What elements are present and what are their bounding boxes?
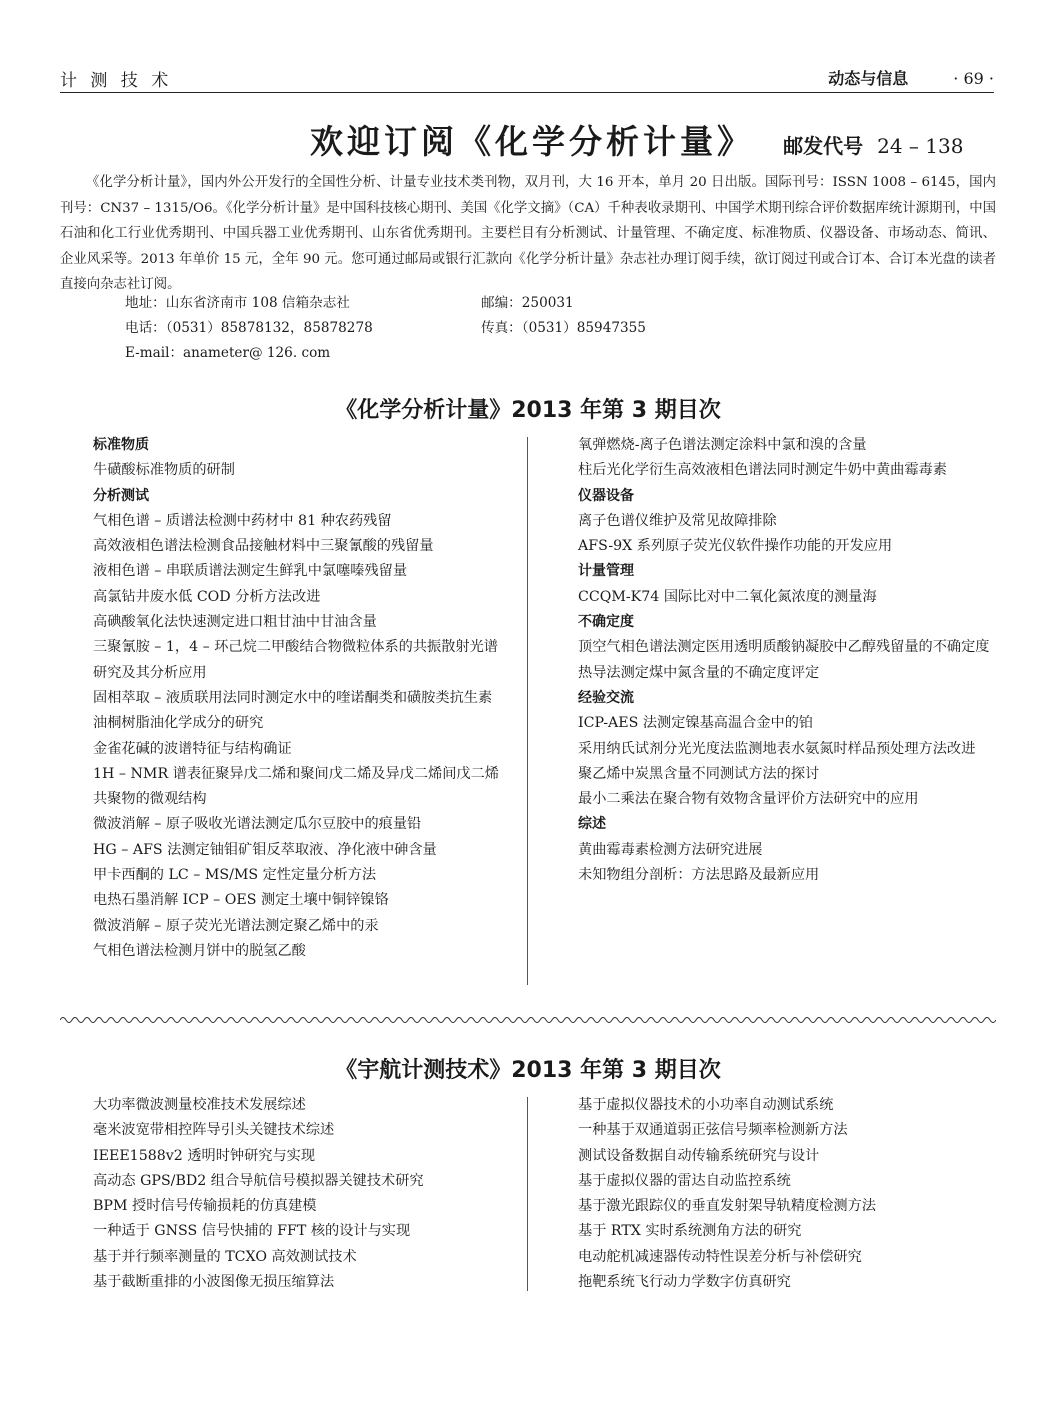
toc-entry: 一种基于双通道弱正弦信号频率检测新方法 — [578, 1122, 848, 1139]
toc-category: 标准物质 — [93, 437, 149, 453]
toc-entry: 微波消解 – 原子吸收光谱法测定瓜尔豆胶中的痕量铅 — [93, 816, 422, 833]
header-right — [828, 66, 994, 89]
toc1-left-column — [93, 433, 511, 964]
phone: 电话：（0531）85878132，85878278 — [125, 320, 373, 336]
toc-entry: BPM 授时信号传输损耗的仿真建模 — [93, 1198, 317, 1215]
toc-entry: 顶空气相色谱法测定医用透明质酸钠凝胶中乙醇残留量的不确定度 — [578, 639, 990, 656]
toc-entry: 三聚氰胺 – 1，4 – 环己烷二甲酸结合物微粒体系的共振散射光谱研究及其分析应用 — [93, 639, 498, 681]
toc-entry: 金雀花碱的波谱特征与结构确证 — [93, 740, 292, 757]
toc-entry: 电动舵机减速器传动特性误差分析与补偿研究 — [578, 1248, 862, 1265]
section-name: 动态与信息 — [828, 69, 909, 88]
toc-entry: 最小二乘法在聚合物有效物含量评价方法研究中的应用 — [578, 791, 919, 808]
contact-info — [125, 291, 646, 366]
toc1-title: 《化学分析计量》2013 年第 3 期目次 — [335, 398, 721, 423]
toc-entry: 基于并行频率测量的 TCXO 高效测试技术 — [93, 1248, 357, 1265]
postal-code: 24 – 138 — [877, 134, 964, 158]
toc-entry: 基于虚拟仪器技术的小功率自动测试系统 — [578, 1097, 834, 1113]
toc-entry: 油桐树脂油化学成分的研究 — [93, 715, 264, 732]
toc-category: 计量管理 — [578, 563, 634, 580]
running-header — [60, 66, 994, 93]
toc-entry: 高氯钻井废水低 COD 分析方法改进 — [93, 588, 321, 605]
toc-entry: 基于虚拟仪器的雷达自动监控系统 — [578, 1172, 791, 1189]
toc-entry: 拖靶系统飞行动力学数字仿真研究 — [578, 1274, 791, 1291]
email: E-mail：anameter@ 126. com — [125, 345, 331, 361]
toc-entry: 基于激光跟踪仪的垂直发射架导轨精度检测方法 — [578, 1198, 876, 1215]
toc-entry: 离子色谱仪维护及常见故障排除 — [578, 512, 777, 529]
toc-entry: 毫米波宽带相控阵导引头关键技术综述 — [93, 1122, 335, 1139]
toc-entry: 热导法测定煤中氮含量的不确定度评定 — [578, 664, 820, 681]
toc-entry: 电热石墨消解 ICP – OES 测定土壤中铜锌镍铬 — [93, 892, 389, 909]
toc-entry: HG – AFS 法测定铀钼矿钼反萃取液、净化液中砷含量 — [93, 841, 437, 858]
toc-entry: 液相色谱 – 串联质谱法测定生鲜乳中氯噻嗪残留量 — [93, 563, 408, 580]
toc-entry: 高动态 GPS/BD2 组合导航信号模拟器关键技术研究 — [93, 1172, 424, 1189]
toc-entry: 一种适于 GNSS 信号快捕的 FFT 核的设计与实现 — [93, 1223, 411, 1240]
toc-entry: ICP-AES 法测定镍基高温合金中的铂 — [578, 715, 814, 732]
subscription-title-row — [310, 116, 963, 163]
toc-entry: AFS-9X 系列原子荧光仪软件操作功能的开发应用 — [578, 538, 893, 555]
zipcode: 邮编：250031 — [481, 295, 574, 311]
toc2-title: 《宇航计测技术》2013 年第 3 期目次 — [335, 1058, 721, 1083]
toc-entry: 基于 RTX 实时系统测角方法的研究 — [578, 1223, 802, 1240]
toc2-divider — [527, 1097, 528, 1291]
toc-entry: 氧弹燃烧-离子色谱法测定涂料中氯和溴的含量 — [578, 437, 867, 453]
journal-name: 计 测 技 术 — [60, 71, 173, 91]
postal-code-block — [783, 134, 963, 158]
toc-entry: 固相萃取 – 液质联用法同时测定水中的喹诺酮类和磺胺类抗生素 — [93, 689, 493, 706]
toc-category: 分析测试 — [93, 487, 149, 504]
toc-entry: 大功率微波测量校准技术发展综述 — [93, 1097, 306, 1113]
toc1-right-column — [578, 433, 996, 888]
toc-entry: 气相色谱 – 质谱法检测中药材中 81 种农药残留 — [93, 512, 392, 529]
subscription-title: 欢迎订阅《化学分析计量》 — [310, 122, 754, 161]
toc1-divider — [527, 437, 528, 985]
fax: 传真：（0531）85947355 — [481, 320, 646, 336]
toc-category: 不确定度 — [578, 614, 634, 631]
toc2-left-column — [93, 1093, 511, 1295]
toc-entry: 柱后光化学衍生高效液相色谱法同时测定牛奶中黄曲霉毒素 — [578, 462, 947, 479]
toc-entry: 气相色谱法检测月饼中的脱氢乙酸 — [93, 942, 306, 959]
toc-entry: 高碘酸氧化法快速测定进口粗甘油中甘油含量 — [93, 614, 377, 631]
toc-entry: 基于截断重排的小波图像无损压缩算法 — [93, 1274, 335, 1291]
postal-label: 邮发代号 — [783, 134, 864, 158]
toc-entry: 采用纳氏试剂分光光度法监测地表水氨氮时样品预处理方法改进 — [578, 740, 976, 757]
toc-entry: 牛磺酸标准物质的研制 — [93, 462, 235, 479]
toc-entry: 聚乙烯中炭黑含量不同测试方法的探讨 — [578, 765, 820, 782]
toc-entry: IEEE1588v2 透明时钟研究与实现 — [93, 1147, 316, 1164]
toc-entry: 微波消解 – 原子荧光光谱法测定聚乙烯中的汞 — [93, 917, 379, 934]
toc-entry: 高效液相色谱法检测食品接触材料中三聚氰酸的残留量 — [93, 538, 434, 555]
toc-category: 经验交流 — [578, 689, 634, 706]
toc-entry: 测试设备数据自动传输系统研究与设计 — [578, 1147, 820, 1164]
toc2-right-column — [578, 1093, 996, 1295]
subscription-intro: 《化学分析计量》，国内外公开发行的全国性分析、计量专业技术类刊物，双月刊，大 16 开本，单月 20 日出版。国际刊号：ISSN 1008 – 6145，国内刊号：CN37 – 1315/O6。《化学分析计量》是中国科技核心期刊、美国《化学文摘》（CA）千种表收录期刊、中国学术期刊综合评价数据库统计源期刊，中国石油和化工行业优秀期刊、中国兵器工业优秀期刊、山东省优秀期刊。主要栏目有分析测试、计量管理、不确定度、标准物质、仪器设备、市场动态、简讯、企业风采等。2013 年单价 15 元，全年 90 元。您可通过邮局或银行汇款向《化学分析计量》杂志社办理订阅手续，欲订阅过刊或合订本、合订本光盘的读者直接向杂志社订阅。 — [60, 175, 996, 293]
toc-category: 仪器设备 — [578, 487, 634, 504]
toc-entry: 黄曲霉毒素检测方法研究进展 — [578, 841, 763, 858]
wave-divider — [60, 1014, 996, 1026]
toc-entry: 1H – NMR 谱表征聚异戊二烯和聚间戊二烯及异戊二烯间戊二烯共聚物的微观结构 — [93, 765, 499, 808]
toc-entry: 甲卡西酮的 LC – MS/MS 定性定量分析方法 — [93, 867, 377, 884]
page-number: · 69 · — [953, 69, 994, 88]
toc-entry: 未知物组分剖析：方法思路及最新应用 — [578, 867, 820, 884]
toc-entry: CCQM-K74 国际比对中二氧化氮浓度的测量海 — [578, 588, 877, 605]
toc-category: 综述 — [578, 816, 606, 833]
address: 地址：山东省济南市 108 信箱杂志社 — [125, 295, 350, 311]
